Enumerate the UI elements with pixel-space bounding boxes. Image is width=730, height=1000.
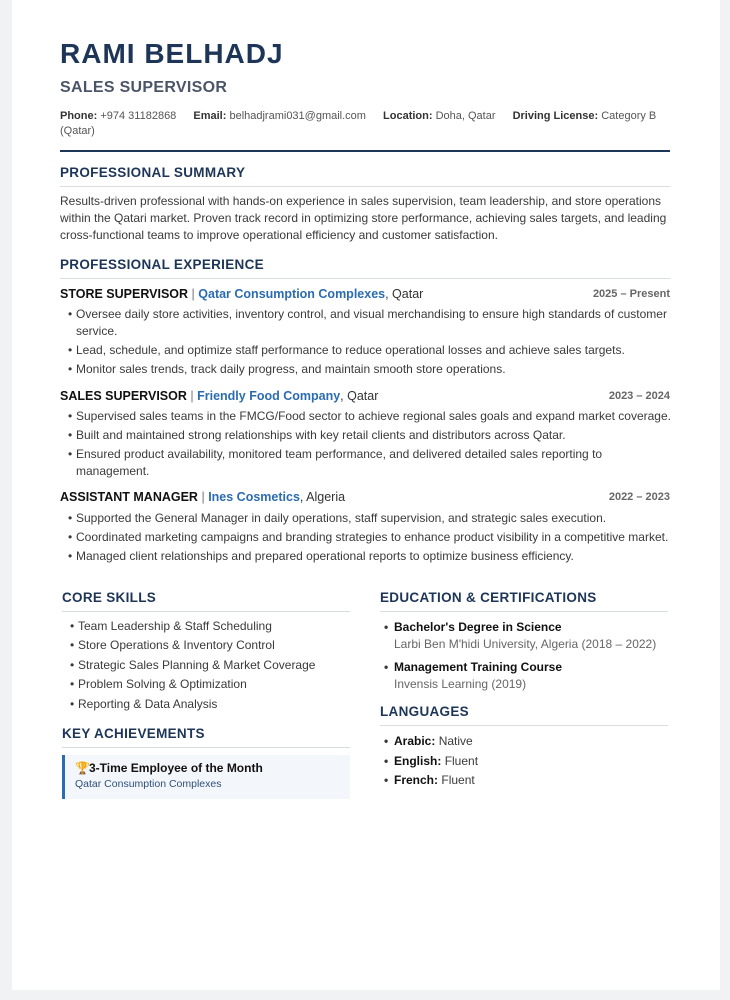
list-item: • English: Fluent <box>384 752 478 772</box>
list-item: • Store Operations & Inventory Control <box>70 636 350 655</box>
achievements-divider <box>62 747 350 748</box>
achievement-subtitle: Qatar Consumption Complexes <box>75 778 222 790</box>
job-bullets <box>68 306 674 380</box>
skills-list <box>70 617 350 714</box>
achievement-card <box>62 755 350 799</box>
list-item: • Managed client relationships and prepared operational reports to optimize business efficiency. <box>68 548 674 565</box>
list-item: • Arabic: Native <box>384 732 478 752</box>
list-item: • Supported the General Manager in daily operations, staff supervision, and strategic sales execution. <box>68 510 674 527</box>
degree-title: • Management Training Course <box>394 660 563 674</box>
list-item: • Monitor sales trends, track daily progress, and maintain smooth store operations. <box>68 361 674 378</box>
candidate-role: SALES SUPERVISOR <box>60 79 228 96</box>
education-heading: EDUCATION & CERTIFICATIONS <box>380 590 597 605</box>
list-item: • Reporting & Data Analysis <box>70 695 350 714</box>
summary-heading: PROFESSIONAL SUMMARY <box>60 165 246 180</box>
candidate-name: RAMI BELHADJ <box>60 38 284 69</box>
job-company: Friendly Food Company <box>197 389 341 403</box>
experience-divider <box>60 278 670 279</box>
job-title: SALES SUPERVISOR <box>60 389 187 403</box>
list-item: • Problem Solving & Optimization <box>70 675 350 694</box>
job-company: Ines Cosmetics <box>208 490 300 504</box>
job-dates: 2022 – 2023 <box>608 491 670 503</box>
summary-text: Results-driven professional with hands-on experience in sales supervision, team leadership, and store operations within the Qatari market. Proven track record in optimizing store performance, achieving sales targets, and leading cross-functional teams to improve operational efficiency and customer satisfaction. <box>60 194 667 242</box>
job-company: Qatar Consumption Complexes <box>198 287 386 301</box>
education-list <box>384 619 674 699</box>
languages-divider <box>380 725 668 726</box>
experience-heading: PROFESSIONAL EXPERIENCE <box>60 257 264 272</box>
education-divider <box>380 611 668 612</box>
resume-page <box>12 0 720 990</box>
list-item: • French: Fluent <box>384 771 478 791</box>
job-header: STORE SUPERVISOR | Qatar Consumption Complexes, Qatar 2025 – Present <box>60 287 670 301</box>
contact-phone: Phone: +974 31182868 <box>60 110 177 122</box>
job-location: , Qatar <box>340 389 379 403</box>
header-divider <box>60 150 670 152</box>
job-title: ASSISTANT MANAGER <box>60 490 198 504</box>
achievements-heading: KEY ACHIEVEMENTS <box>62 726 205 741</box>
languages-list <box>384 732 478 791</box>
list-item: • Strategic Sales Planning & Market Coverage <box>70 656 350 675</box>
list-item: • Team Leadership & Staff Scheduling <box>70 617 350 636</box>
job-bullets <box>68 408 674 482</box>
job-location: , Algeria <box>299 490 346 504</box>
list-item: • Oversee daily store activities, inventory control, and visual merchandising to ensure high standards of customer service. <box>68 306 674 340</box>
contact-email: Email: belhadjrami031@gmail.com <box>193 110 366 122</box>
job-header: SALES SUPERVISOR | Friendly Food Company, Qatar 2023 – 2024 <box>60 389 670 403</box>
summary-divider <box>60 186 670 187</box>
job-bullets <box>68 510 674 567</box>
contact-location: Location: Doha, Qatar <box>383 110 496 122</box>
contact-license: Driving License: Category B (Qatar) <box>60 110 657 137</box>
list-item: • Lead, schedule, and optimize staff performance to reduce operational losses and achieve sales targets. <box>68 342 674 359</box>
achievement-title: 🏆3-Time Employee of the Month <box>75 761 263 775</box>
job-header: ASSISTANT MANAGER | Ines Cosmetics, Algeria 2022 – 2023 <box>60 490 670 504</box>
list-item: • Built and maintained strong relationships with key retail clients and distributors across Qatar. <box>68 427 674 444</box>
list-item: • Ensured product availability, monitored team performance, and delivered detailed sales reporting to management. <box>68 446 674 480</box>
job-location: , Qatar <box>385 287 424 301</box>
job-dates: 2023 – 2024 <box>608 390 670 402</box>
job-dates: 2025 – Present <box>592 288 670 300</box>
skills-divider <box>62 611 350 612</box>
list-item <box>384 659 674 693</box>
degree-detail: Larbi Ben M'hidi University, Algeria (2018 – 2022) <box>394 637 657 651</box>
list-item: • Supervised sales teams in the FMCG/Food sector to achieve regional sales goals and expand market coverage. <box>68 408 674 425</box>
languages-heading: LANGUAGES <box>380 704 469 719</box>
list-item <box>384 619 674 653</box>
skills-heading: CORE SKILLS <box>62 590 157 605</box>
degree-title: • Bachelor's Degree in Science <box>394 620 562 634</box>
contact-line <box>60 109 670 139</box>
list-item: • Coordinated marketing campaigns and branding strategies to enhance product visibility in a competitive market. <box>68 529 674 546</box>
degree-detail: Invensis Learning (2019) <box>394 677 527 691</box>
trophy-icon: 🏆 <box>75 761 90 775</box>
job-title: STORE SUPERVISOR <box>60 287 189 301</box>
